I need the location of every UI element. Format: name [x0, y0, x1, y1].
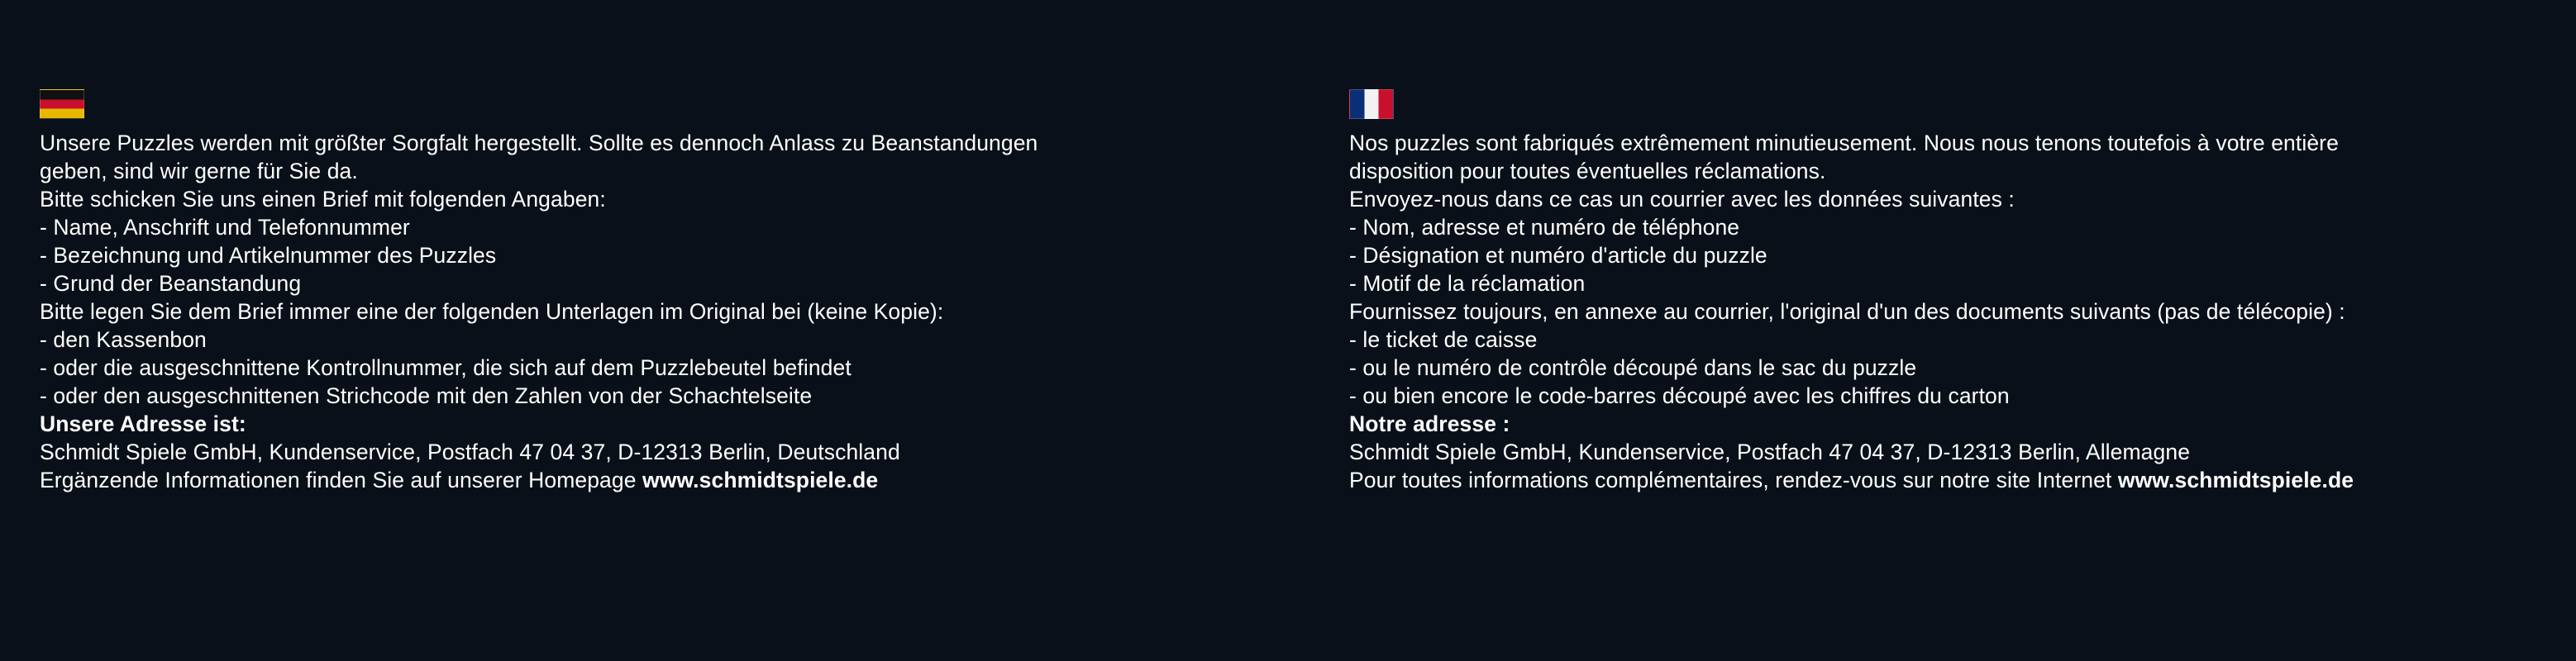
address-line: Schmidt Spiele GmbH, Kundenservice, Postfach 47 04 37, D-12313 Berlin, Deutschland: [40, 440, 900, 464]
text-line: - ou bien encore le code-barres découpé avec les chiffres du carton: [1349, 383, 2010, 408]
text-line: Bitte legen Sie dem Brief immer eine der folgenden Unterlagen im Original bei (keine Kopie):: [40, 299, 944, 324]
homepage-url[interactable]: www.schmidtspiele.de: [2117, 468, 2354, 492]
text-line: disposition pour toutes éventuelles réclamations.: [1349, 159, 1826, 183]
text-line: - oder den ausgeschnittenen Strichcode mit den Zahlen von der Schachtelseite: [40, 383, 813, 408]
homepage-line: [1349, 466, 2573, 494]
text-line: - le ticket de caisse: [1349, 327, 1538, 352]
address-line: Schmidt Spiele GmbH, Kundenservice, Postfach 47 04 37, D-12313 Berlin, Allemagne: [1349, 440, 2191, 464]
flag-germany-icon: [40, 89, 84, 119]
homepage-line: [40, 466, 1280, 494]
text-line: - Grund der Beanstandung: [40, 271, 302, 296]
text-line: - den Kassenbon: [40, 327, 207, 352]
german-text-block: [40, 89, 1280, 494]
text-line: Bitte schicken Sie uns einen Brief mit folgenden Angaben:: [40, 187, 606, 212]
text-line: - oder die ausgeschnittene Kontrollnummer, die sich auf dem Puzzlebeutel befindet: [40, 355, 852, 380]
text-line: - Motif de la réclamation: [1349, 271, 1586, 296]
homepage-url[interactable]: www.schmidtspiele.de: [642, 468, 879, 492]
text-line: - Nom, adresse et numéro de téléphone: [1349, 215, 1740, 240]
flag-france-icon: [1349, 89, 1394, 119]
text-line: Unsere Puzzles werden mit größter Sorgfalt hergestellt. Sollte es dennoch Anlass zu Beanstandungen: [40, 131, 1038, 155]
text-line: - Désignation et numéro d'article du puzzle: [1349, 243, 1767, 268]
text-line: Envoyez-nous dans ce cas un courrier avec les données suivantes :: [1349, 187, 2015, 212]
text-line: Nos puzzles sont fabriqués extrêmement minutieusement. Nous nous tenons toutefois à votre entière: [1349, 131, 2339, 155]
address-heading: Notre adresse :: [1349, 411, 1510, 436]
text-line: - ou le numéro de contrôle découpé dans le sac du puzzle: [1349, 355, 1917, 380]
homepage-line-text: Pour toutes informations complémentaires, rendez-vous sur notre site Internet: [1349, 468, 2118, 492]
homepage-line-text: Ergänzende Informationen finden Sie auf unserer Homepage: [40, 468, 643, 492]
text-line: - Name, Anschrift und Telefonnummer: [40, 215, 410, 240]
address-heading: Unsere Adresse ist:: [40, 411, 246, 436]
text-line: geben, sind wir gerne für Sie da.: [40, 159, 358, 183]
german-lines: [40, 129, 1280, 494]
text-line: - Bezeichnung und Artikelnummer des Puzzles: [40, 243, 497, 268]
french-lines: [1349, 129, 2573, 494]
french-text-block: [1349, 89, 2573, 494]
text-line: Fournissez toujours, en annexe au courrier, l'original d'un des documents suivants (pas de télécopie) :: [1349, 299, 2345, 324]
